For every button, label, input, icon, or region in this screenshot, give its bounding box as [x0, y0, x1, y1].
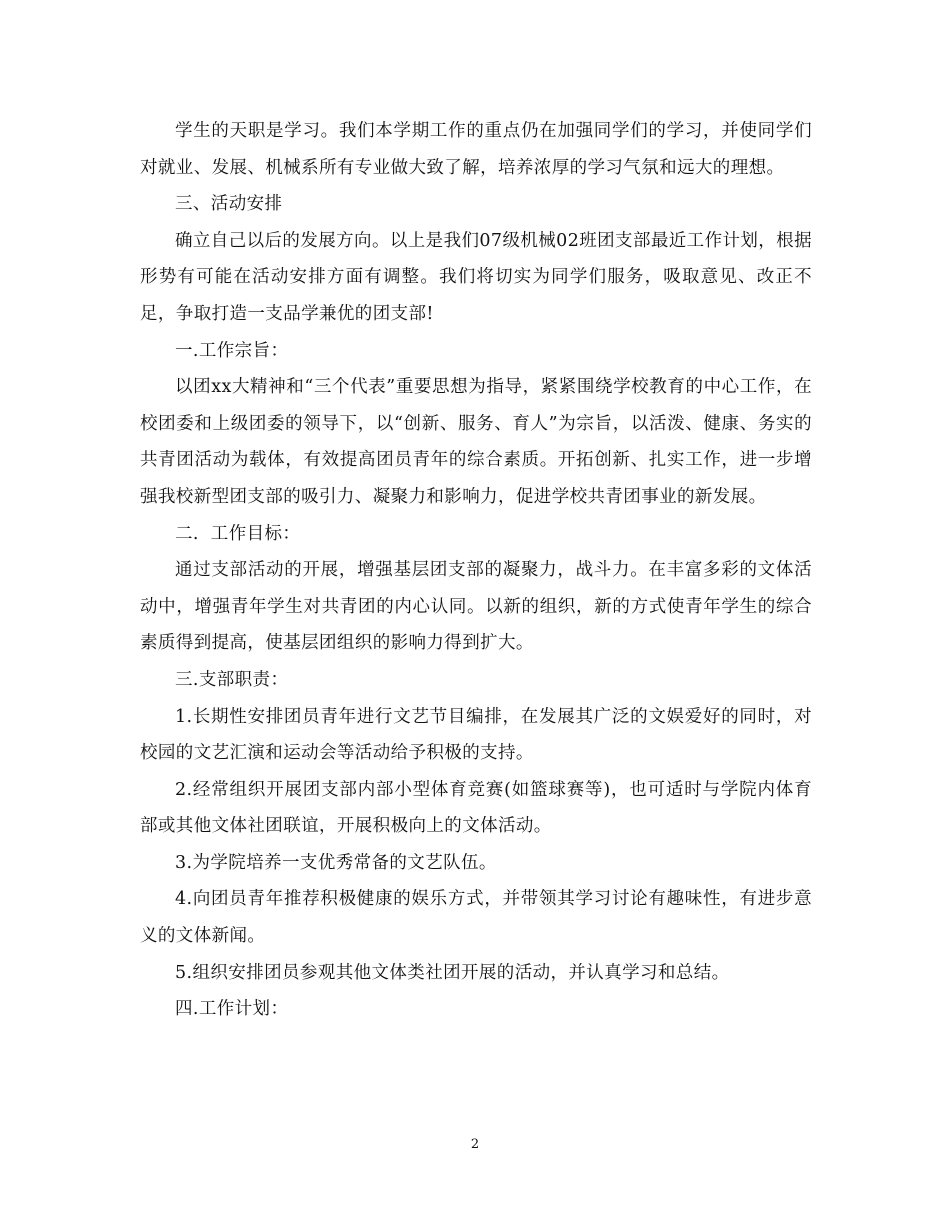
list-item: 2.经常组织开展团支部内部小型体育竞赛(如篮球赛等)，也可适时与学院内体育部或其他文体社团联谊，开展积极向上的文体活动。 [140, 779, 812, 837]
list-item: 4.向团员青年推荐积极健康的娱乐方式，并带领其学习讨论有趣味性，有进步意义的文体新闻。 [140, 889, 812, 947]
list-item: 5.组织安排团员参观其他文体类社团开展的活动，并认真学习和总结。 [175, 962, 730, 983]
page-number: 2 [470, 1137, 480, 1152]
list-item: 1.长期性安排团员青年进行文艺节目编排，在发展其广泛的文娱爱好的同时，对校园的文艺汇演和运动会等活动给予积极的支持。 [140, 706, 812, 764]
list-item: 3.为学院培养一支优秀常备的文艺队伍。 [175, 852, 497, 873]
paragraph: 通过支部活动的开展，增强基层团支部的凝聚力，战斗力。在丰富多彩的文体活动中，增强青年学生对共青团的内心认同。以新的组织，新的方式使青年学生的综合素质得到提高，使基层团组织的影响力得到扩大。 [140, 560, 812, 654]
paragraph: 确立自己以后的发展方向。以上是我们07级机械02班团支部最近工作计划，根据形势有可能在活动安排方面有调整。我们将切实为同学们服务，吸取意见、改正不足，争取打造一支品学兼优的团支部! [140, 230, 812, 324]
section-heading: 二. 工作目标： [175, 523, 301, 544]
section-heading: 一.工作宗旨： [175, 340, 289, 361]
document-body [140, 113, 812, 1028]
section-heading: 四.工作计划： [175, 999, 289, 1020]
paragraph: 以团xx大精神和“三个代表”重要思想为指导，紧紧围绕学校教育的中心工作，在校团委和上级团委的领导下，以“创新、服务、育人”为宗旨，以活泼、健康、务实的共青团活动为载体，有效提高团员青年的综合素质。开拓创新、扎实工作，进一步增强我校新型团支部的吸引力、凝聚力和影响力，促进学校共青团事业的新发展。 [140, 377, 812, 507]
section-heading: 三.支部职责： [175, 669, 289, 690]
section-heading: 三、活动安排 [175, 194, 283, 215]
paragraph: 学生的天职是学习。我们本学期工作的重点仍在加强同学们的学习，并使同学们对就业、发展、机械系所有专业做大致了解，培养浓厚的学习气氛和远大的理想。 [140, 121, 812, 178]
